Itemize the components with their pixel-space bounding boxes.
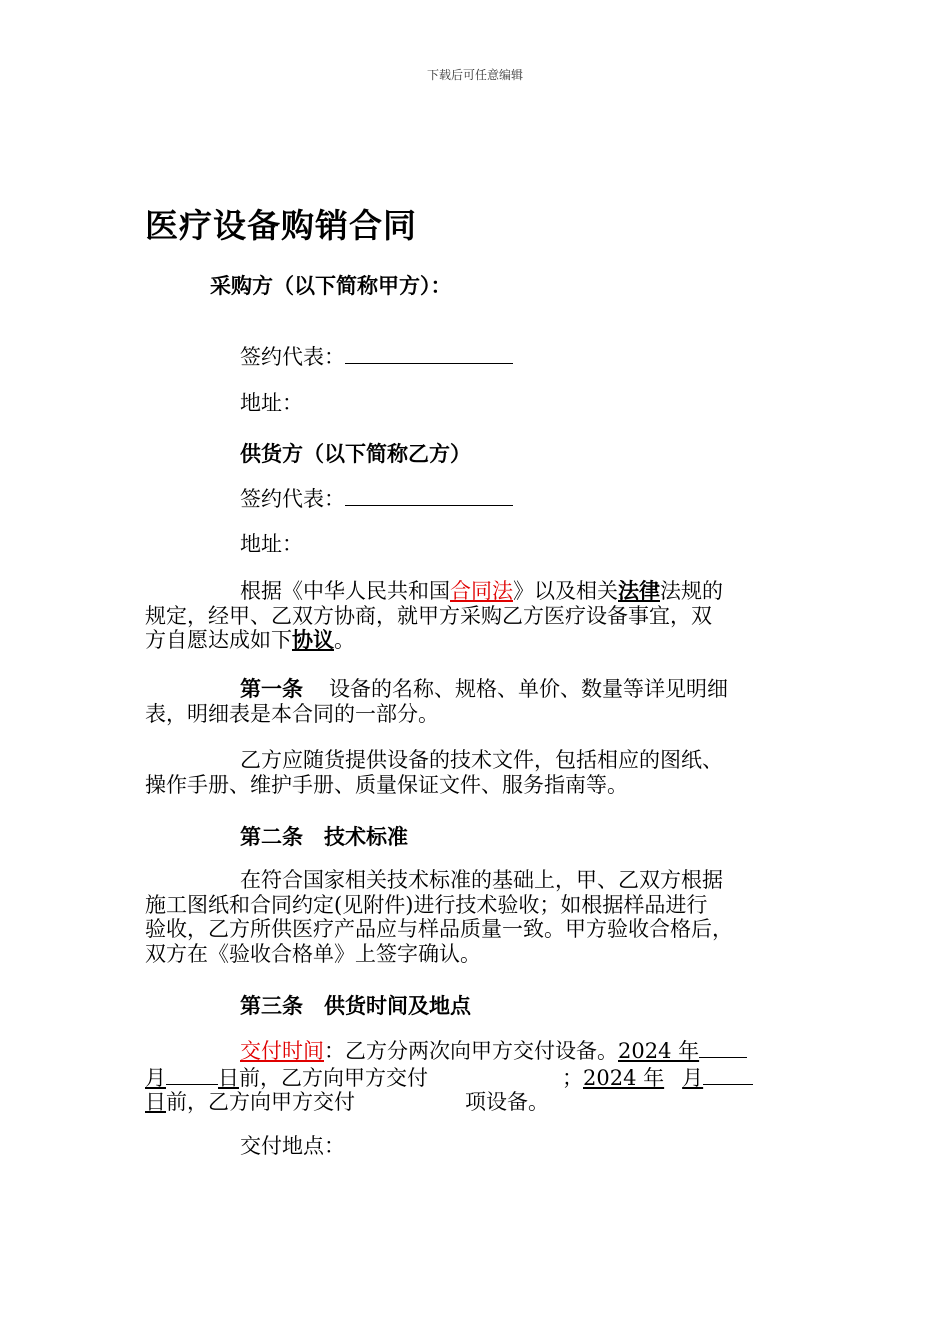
year1-field[interactable]: 2024 年 [618,1039,700,1063]
supplier-rep-row [240,485,513,511]
article3-heading: 第三条 供货时间及地点 [240,994,471,1018]
article1-docs-text: 乙方应随货提供设备的技术文件，包括相应的图纸、 [240,748,723,772]
supplier-address-label: 地址： [240,532,303,556]
day1-field[interactable]: 日 [218,1065,239,1090]
supplier-rep-field[interactable] [345,485,513,506]
article2-heading: 第二条 技术标准 [240,825,408,849]
article1-text: 表，明细表是本合同的一部分。 [145,701,439,726]
law-link[interactable]: 法律 [618,579,660,603]
month1-blank[interactable] [166,1064,218,1085]
article3-text: ； [562,1065,583,1090]
delivery-place-label: 交付地点： [240,1134,345,1158]
year1-blank[interactable] [699,1037,747,1058]
preamble-line: 规定，经甲、乙双方协商，就甲方采购乙方医疗设备事宜，双 [145,603,712,628]
article2-text: 双方在《验收合格单》上签字确认。 [145,941,481,966]
article1-docs-text: 操作手册、维护手册、质量保证文件、服务指南等。 [145,772,628,797]
agreement-link[interactable]: 协议 [292,628,334,652]
buyer-address-label: 地址： [240,391,303,415]
preamble-text: 根据《中华人民共和国 [240,579,450,603]
month2-blank[interactable] [703,1064,753,1085]
article3-text: 前，乙方向甲方交付 [166,1090,355,1114]
preamble-paragraph [145,579,805,653]
buyer-rep-field[interactable] [345,343,513,364]
page-header: 下载后可任意编辑 [426,68,523,82]
article1-label: 第一条 [240,677,303,701]
contract-title: 医疗设备购销合同 [145,206,417,245]
delivery-time-link[interactable]: 交付时间 [240,1039,324,1063]
article1-docs-paragraph [145,748,805,797]
article3-paragraph [145,1037,805,1115]
day2-field[interactable]: 日 [145,1090,166,1114]
month2-field[interactable]: 月 [682,1065,704,1090]
preamble-text: 法规的 [660,579,723,603]
article3-text: 前，乙方向甲方交付 [239,1065,428,1090]
article1-text: 设备的名称、规格、单价、数量等详见明细 [329,677,728,701]
article2-text: 施工图纸和合同约定(见附件)进行技术验收；如根据样品进行 [145,892,708,917]
preamble-text: 。 [334,628,355,652]
supplier-rep-label: 签约代表： [240,487,345,511]
buyer-rep-label: 签约代表： [240,345,345,369]
year2-field[interactable]: 2024 年 [583,1065,665,1090]
month1-field[interactable]: 月 [145,1065,166,1090]
preamble-text: 方自愿达成如下 [145,628,292,652]
article2-text: 在符合国家相关技术标准的基础上，甲、乙双方根据 [240,868,723,892]
preamble-text: 》以及相关 [513,579,618,603]
article3-text: ：乙方分两次向甲方交付设备。 [324,1039,618,1063]
article2-text: 验收，乙方所供医疗产品应与样品质量一致。甲方验收合格后， [145,917,733,941]
article2-paragraph [145,868,805,966]
buyer-rep-row [240,343,513,369]
article3-text: 项设备。 [465,1090,549,1114]
buyer-heading: 采购方（以下简称甲方）： [210,274,452,298]
article1-paragraph [145,677,805,726]
contract-law-link[interactable]: 合同法 [450,579,513,603]
supplier-heading: 供货方（以下简称乙方） [240,442,471,466]
